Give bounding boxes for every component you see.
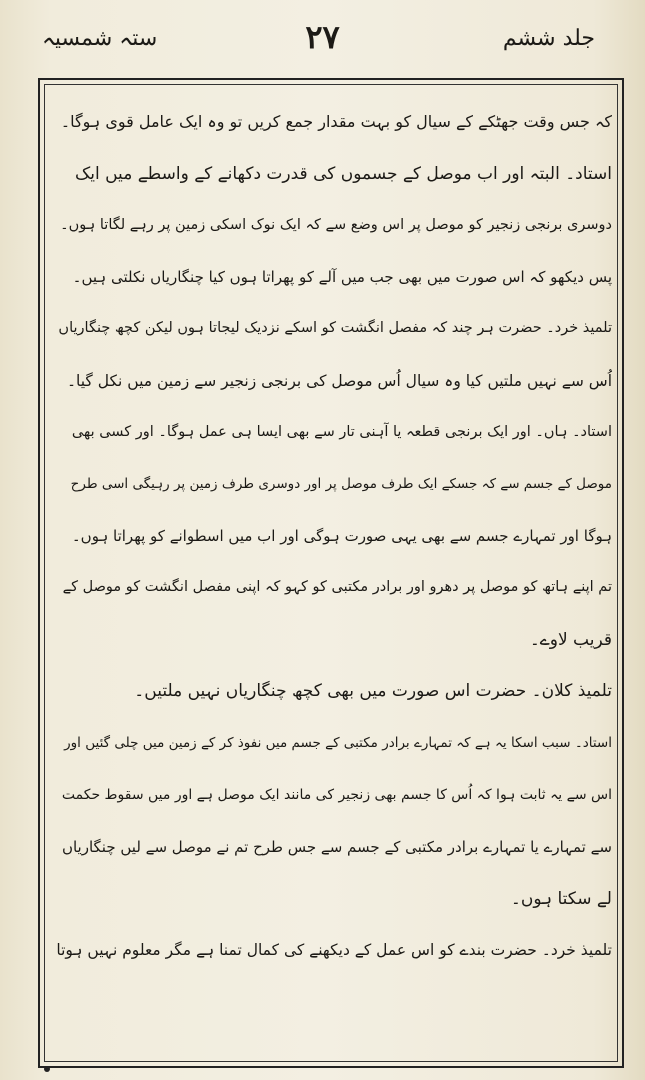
text-line: لے سکتا ہوں۔	[510, 888, 612, 909]
text-line: دوسری برنجی زنجیر کو موصل پر اس وضع سے کہ ایک نوک اسکی زمین پر رہے لگاتا ہوں۔	[60, 216, 612, 233]
ink-mark	[44, 1066, 50, 1072]
page-number: ۲۷	[305, 18, 340, 56]
volume-label: جلد ششم	[502, 26, 595, 51]
text-line: استاد۔ البتہ اور اب موصل کے جسموں کی قدرت دکھانے کے واسطے میں ایک	[75, 163, 612, 184]
text-line: ہوگا اور تمہارے جسم سے بھی یہی صورت ہوگی اور اب میں اسطوانے کو پھراتا ہوں۔	[71, 527, 612, 546]
text-line: اُس سے نہیں ملتیں کیا وہ سیال اُس موصل کی برنجی زنجیر سے زمین میں نکل گیا۔	[66, 371, 612, 390]
text-line: تم اپنے ہاتھ کو موصل پر دھرو اور برادر مکتبی کو کہو کہ اپنی مفصل انگشت کو موصل کے	[62, 579, 612, 596]
text-line: اس سے یہ ثابت ہوا کہ اُس کا جسم بھی زنجیر کی مانند ایک موصل ہے اور میں سقوط حکمت	[61, 786, 612, 803]
text-line: کہ جس وقت جھٹکے کے سیال کو بہت مقدار جمع کریں تو وہ ایک عامل قوی ہوگا۔	[60, 112, 612, 132]
text-line: استاد۔ سبب اسکا یہ ہے کہ تمہارے برادر مکتبی کے جسم میں نفوذ کر کے زمین میں چلی گئیں اور	[64, 735, 612, 752]
text-line: تلمیذ کلان۔ حضرت اس صورت میں بھی کچھ چنگاریاں نہیں ملتیں۔	[134, 681, 612, 702]
text-line: استاد۔ ہاں۔ اور ایک برنجی قطعہ یا آہنی تار سے بھی ایسا ہی عمل ہوگا۔ اور کسی بھی	[71, 423, 612, 440]
text-line: تلمیذ خرد۔ حضرت بندے کو اس عمل کے دیکھنے کی کمال تمنا ہے مگر معلوم نہیں ہوتا	[56, 941, 612, 960]
page-header	[40, 8, 605, 78]
text-line: تلمیذ خرد۔ حضرت ہر چند کہ مفصل انگشت کو اسکے نزدیک لیجاتا ہوں لیکن کچھ چنگاریاں	[58, 320, 612, 337]
text-line: قریب لاوے۔	[529, 629, 612, 650]
book-title: ستہ شمسیہ	[42, 26, 158, 51]
body-text	[56, 96, 612, 977]
text-line: موصل کے جسم سے کہ جسکے ایک طرف موصل پر اور دوسری طرف زمین پر رہیگی اسی طرح	[70, 476, 612, 493]
text-line: سے تمہارے یا تمہارے برادر مکتبی کے جسم سے جس طرح تم نے موصل سے لیں چنگاریاں	[61, 838, 612, 857]
text-line: پس دیکھو کہ اس صورت میں بھی جب میں آلے کو پھراتا ہوں کیا چنگاریاں نکلتی ہیں۔	[72, 268, 612, 287]
